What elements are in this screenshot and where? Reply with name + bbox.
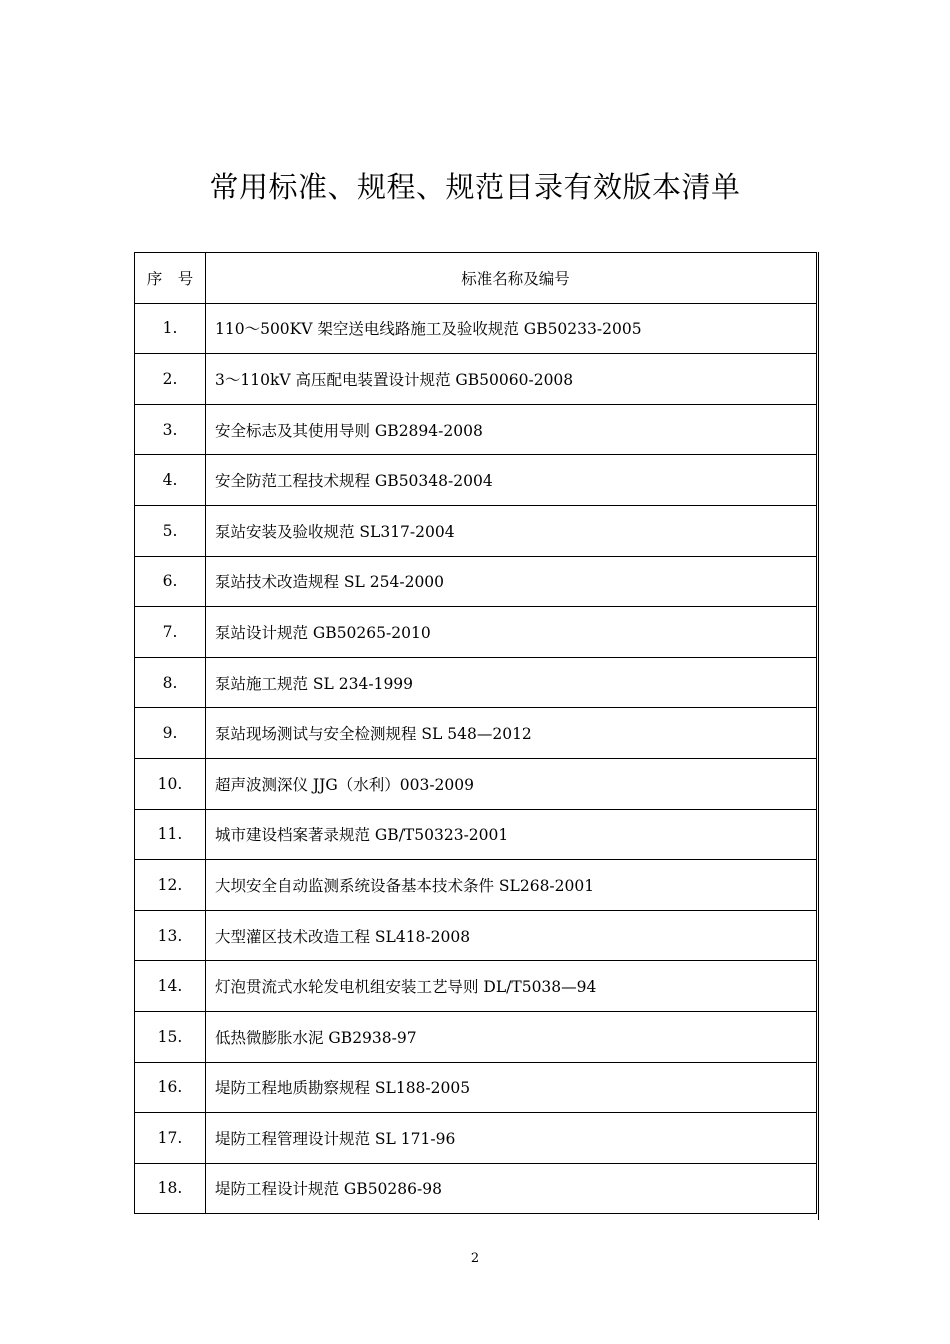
standard-name: 堤防工程地质勘察规程 SL188-2005	[206, 1062, 817, 1113]
row-index: 4.	[135, 455, 206, 506]
standard-name: 110～500KV 架空送电线路施工及验收规范 GB50233-2005	[206, 303, 817, 354]
row-index: 7.	[135, 607, 206, 658]
table-right-edge-line	[818, 252, 819, 1220]
standard-name: 泵站施工规范 SL 234-1999	[206, 657, 817, 708]
standard-name: 堤防工程设计规范 GB50286-98	[206, 1163, 817, 1214]
page-number: 2	[470, 1251, 480, 1266]
row-index: 17.	[135, 1113, 206, 1164]
standard-name: 低热微膨胀水泥 GB2938-97	[206, 1011, 817, 1062]
row-index: 15.	[135, 1011, 206, 1062]
table-row	[135, 708, 817, 759]
standards-table	[134, 252, 817, 1214]
table-header-row	[135, 253, 817, 304]
standard-name: 灯泡贯流式水轮发电机组安装工艺导则 DL/T5038—94	[206, 961, 817, 1012]
row-index: 8.	[135, 657, 206, 708]
table-row	[135, 556, 817, 607]
standard-name: 安全防范工程技术规程 GB50348-2004	[206, 455, 817, 506]
table-row	[135, 657, 817, 708]
row-index: 1.	[135, 303, 206, 354]
row-index: 10.	[135, 758, 206, 809]
table-row	[135, 758, 817, 809]
standard-name: 超声波测深仪 JJG（水利）003-2009	[206, 758, 817, 809]
row-index: 12.	[135, 860, 206, 911]
row-index: 18.	[135, 1163, 206, 1214]
row-index: 5.	[135, 505, 206, 556]
table-row	[135, 607, 817, 658]
standard-name: 堤防工程管理设计规范 SL 171-96	[206, 1113, 817, 1164]
standard-name: 安全标志及其使用导则 GB2894-2008	[206, 404, 817, 455]
row-index: 3.	[135, 404, 206, 455]
table-row	[135, 1113, 817, 1164]
row-index: 6.	[135, 556, 206, 607]
standard-name: 泵站设计规范 GB50265-2010	[206, 607, 817, 658]
table-row	[135, 809, 817, 860]
table-row	[135, 1062, 817, 1113]
page-title: 常用标准、规程、规范目录有效版本清单	[209, 170, 741, 204]
standard-name: 3～110kV 高压配电装置设计规范 GB50060-2008	[206, 354, 817, 405]
row-index: 2.	[135, 354, 206, 405]
standard-name: 大坝安全自动监测系统设备基本技术条件 SL268-2001	[206, 860, 817, 911]
table-row	[135, 455, 817, 506]
standard-name: 大型灌区技术改造工程 SL418-2008	[206, 910, 817, 961]
standard-name: 泵站安装及验收规范 SL317-2004	[206, 505, 817, 556]
row-index: 11.	[135, 809, 206, 860]
header-name: 标准名称及编号	[206, 253, 817, 304]
standard-name: 泵站技术改造规程 SL 254-2000	[206, 556, 817, 607]
table-row	[135, 505, 817, 556]
table-row	[135, 404, 817, 455]
table-row	[135, 910, 817, 961]
row-index: 16.	[135, 1062, 206, 1113]
table-row	[135, 303, 817, 354]
header-index: 序 号	[135, 253, 206, 304]
standard-name: 泵站现场测试与安全检测规程 SL 548—2012	[206, 708, 817, 759]
table-row	[135, 961, 817, 1012]
table-row	[135, 354, 817, 405]
row-index: 9.	[135, 708, 206, 759]
table-row	[135, 1011, 817, 1062]
standard-name: 城市建设档案著录规范 GB/T50323-2001	[206, 809, 817, 860]
row-index: 14.	[135, 961, 206, 1012]
table-row	[135, 860, 817, 911]
table-body	[135, 253, 817, 1214]
table-row	[135, 1163, 817, 1214]
row-index: 13.	[135, 910, 206, 961]
